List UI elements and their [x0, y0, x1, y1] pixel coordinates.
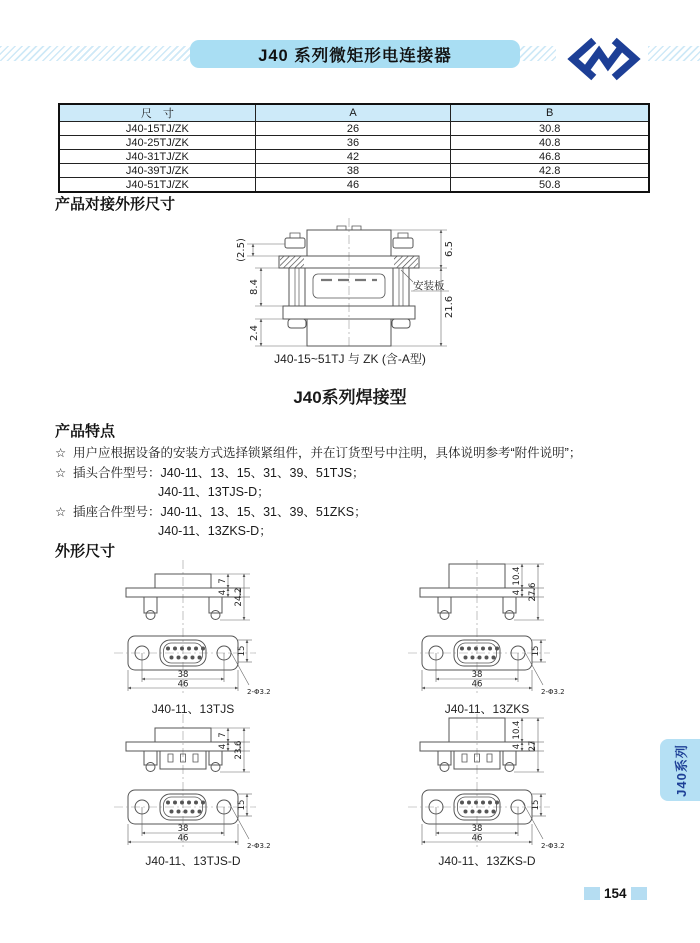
- header-hatch-band-right: [648, 46, 700, 61]
- star-bullet-icon: ☆: [55, 446, 67, 460]
- dim-label: 15: [531, 645, 541, 657]
- feature-item: [55, 503, 665, 523]
- dim-label: 38: [471, 824, 483, 834]
- dim-label: 10.4: [512, 566, 522, 586]
- table-row: [59, 150, 649, 164]
- cell-b: 40.8: [451, 136, 649, 150]
- hole-note-label: 2-Φ3.2: [541, 688, 565, 696]
- feature-item: [55, 444, 665, 464]
- dim-label: 21.6: [444, 295, 455, 319]
- outline-drawing-tjs-d: [108, 712, 278, 852]
- feature-item-continuation: [158, 483, 665, 503]
- hole-note-label: 2-Φ3.2: [541, 842, 565, 850]
- outline-drawing-zks-d: [402, 712, 572, 852]
- cell-model: J40-15TJ/ZK: [59, 122, 255, 136]
- dim-label: 15: [531, 799, 541, 811]
- footer-accent-left: [584, 887, 600, 900]
- hole-note-label: 2-Φ3.2: [247, 688, 271, 696]
- table-row: [59, 164, 649, 178]
- series-side-tab: [660, 739, 700, 801]
- footer-accent-right: [631, 887, 647, 900]
- dim-label: 4: [218, 589, 228, 596]
- table-row: [59, 136, 649, 150]
- dim-label: 15: [237, 799, 247, 811]
- dim-label: 27: [528, 740, 538, 752]
- outline-drawing-tjs: [108, 558, 278, 698]
- dim-label: 38: [177, 670, 189, 680]
- dim-label: 46: [471, 679, 483, 690]
- cell-a: 36: [255, 136, 451, 150]
- size-table-header-row: [59, 104, 649, 122]
- dim-label: (2.5): [236, 238, 247, 262]
- feature-list: [55, 444, 665, 542]
- dim-label: 2.4: [249, 325, 260, 341]
- col-header-size: 尺 寸: [59, 104, 255, 122]
- series-side-tab-label: J40系列: [673, 743, 689, 797]
- dim-label: 10.4: [512, 720, 522, 740]
- dim-label: 8.4: [249, 279, 260, 295]
- col-header-a: A: [255, 104, 451, 122]
- page-number: 154: [604, 886, 627, 901]
- feature-text: 插头合件型号：J40-11、13、15、31、39、51TJS；: [73, 465, 365, 480]
- cell-a: 38: [255, 164, 451, 178]
- page-title: [190, 40, 520, 68]
- feature-text: J40-11、13ZKS-D；: [158, 524, 272, 538]
- dim-label: 38: [471, 670, 483, 680]
- dim-label: 7: [218, 578, 228, 584]
- section-heading-mating: 产品对接外形尺寸: [55, 196, 176, 213]
- star-bullet-icon: ☆: [55, 465, 67, 480]
- dim-label: 27.6: [528, 582, 538, 602]
- cell-model: J40-51TJ/ZK: [59, 178, 255, 193]
- cell-a: 46: [255, 178, 451, 193]
- table-row: [59, 122, 649, 136]
- dimension-lines: [422, 718, 546, 845]
- feature-item-continuation: [158, 522, 665, 542]
- outline-drawing-zks: [402, 558, 572, 698]
- dim-label: 4: [218, 743, 228, 750]
- cell-b: 46.8: [451, 150, 649, 164]
- logo-zigzag: [588, 49, 620, 67]
- cell-model: J40-25TJ/ZK: [59, 136, 255, 150]
- dim-label: 24.2: [234, 587, 244, 607]
- dim-label: 38: [177, 824, 189, 834]
- dim-label: 46: [177, 833, 189, 844]
- mount-plate-label: 安装板: [413, 280, 445, 292]
- solder-section-title: J40系列焊接型: [293, 388, 407, 407]
- feature-item: [55, 464, 665, 484]
- cell-b: 50.8: [451, 178, 649, 193]
- hole-note-label: 2-Φ3.2: [247, 842, 271, 850]
- star-bullet-icon: ☆: [55, 504, 67, 519]
- feature-text: 用户应根据设备的安装方式选择锁紧组件，并在订货型号中注明，具体说明参考“附件说明”；: [73, 446, 582, 460]
- page-title-text: J40 系列微矩形电连接器: [258, 47, 452, 65]
- dim-label: 23.6: [234, 740, 244, 760]
- cell-b: 30.8: [451, 122, 649, 136]
- mating-dimension-labels: [236, 238, 455, 341]
- feature-text: J40-11、13TJS-D；: [158, 485, 270, 499]
- size-table: [58, 103, 650, 193]
- cell-model: J40-39TJ/ZK: [59, 164, 255, 178]
- drawing-caption: J40-11、13ZKS: [444, 702, 530, 716]
- feature-text: 插座合件型号：J40-11、13、15、31、39、51ZKS；: [73, 504, 367, 519]
- dim-label: 15: [237, 645, 247, 657]
- drawing-caption: J40-11、13ZKS-D: [438, 854, 536, 868]
- dim-label: 4: [512, 589, 522, 596]
- cell-b: 42.8: [451, 164, 649, 178]
- col-header-b: B: [451, 104, 649, 122]
- cell-model: J40-31TJ/ZK: [59, 150, 255, 164]
- dim-label: 6.5: [444, 241, 455, 257]
- features-heading: 产品特点: [55, 423, 116, 440]
- mating-dimension-drawing: [233, 216, 465, 348]
- dim-label: 4: [512, 743, 522, 750]
- mating-body-geometry: [279, 218, 419, 346]
- table-row: [59, 178, 649, 193]
- drawing-caption: J40-11、13TJS-D: [145, 854, 241, 868]
- brand-logo-icon: [564, 38, 644, 80]
- drawing-caption: J40-11、13TJS: [151, 702, 235, 716]
- mating-drawing-caption: J40-15~51TJ 与 ZK (含-A型): [274, 352, 426, 366]
- outline-heading: 外形尺寸: [55, 543, 116, 560]
- cell-a: 42: [255, 150, 451, 164]
- dim-label: 46: [471, 833, 483, 844]
- dim-label: 46: [177, 679, 189, 690]
- page-footer: [584, 886, 647, 901]
- cell-a: 26: [255, 122, 451, 136]
- dim-label: 7: [218, 732, 228, 738]
